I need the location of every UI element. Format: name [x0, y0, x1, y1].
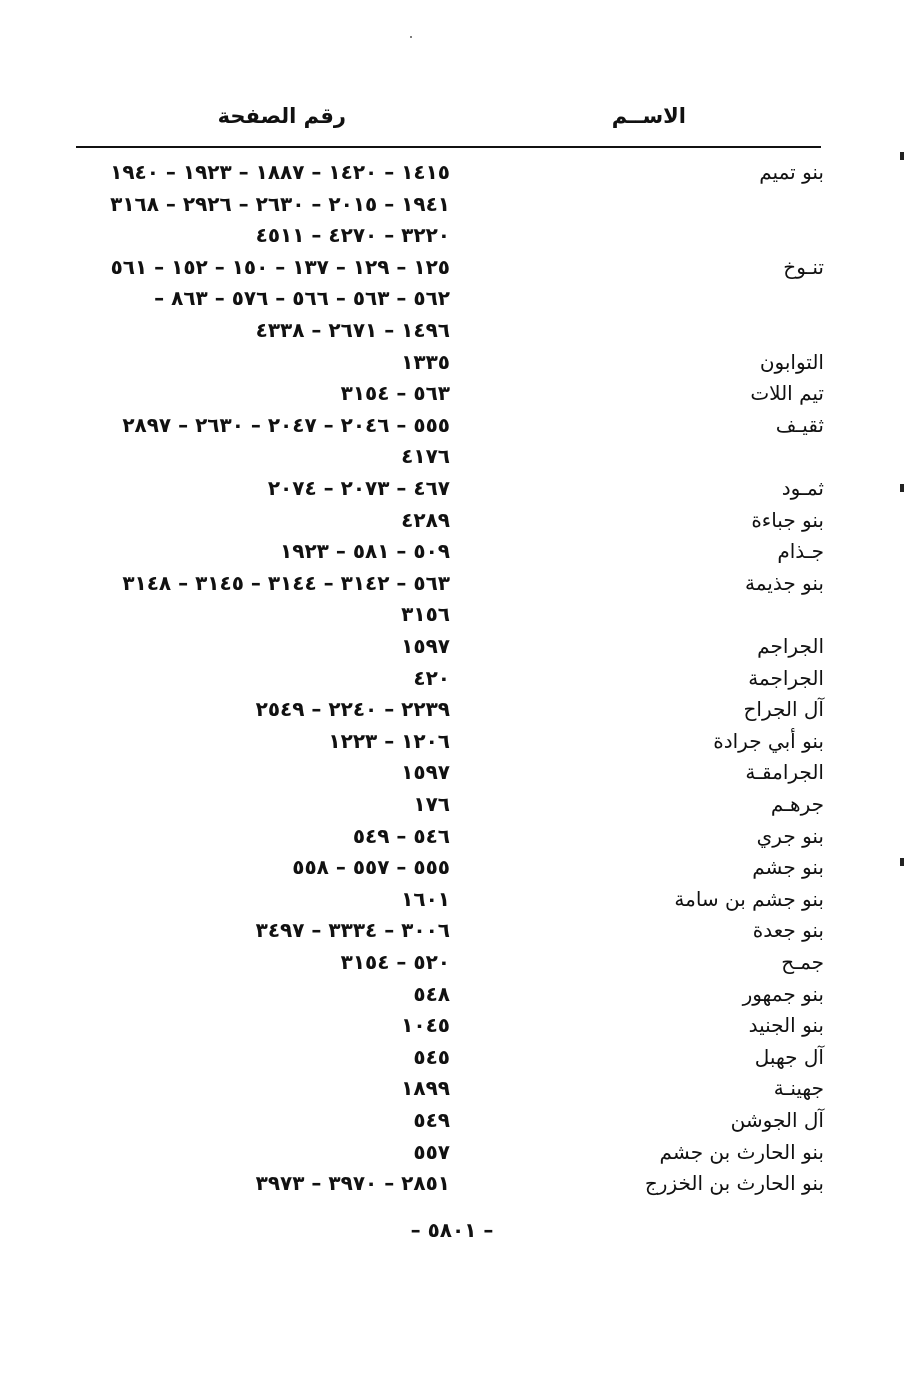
- edge-mark: [900, 152, 904, 160]
- entry-name: الجراجمة: [748, 666, 824, 690]
- index-header: [76, 104, 821, 138]
- entry-page-numbers: ١٥٩٧: [401, 760, 450, 784]
- index-row: [0, 1137, 904, 1168]
- index-row: [0, 568, 904, 599]
- index-row: [0, 378, 904, 409]
- entry-name: بنو جعدة: [752, 918, 824, 942]
- header-rule: [76, 146, 821, 148]
- entry-page-numbers: ٢٨٥١ – ٣٩٧٠ – ٣٩٧٣: [255, 1171, 450, 1195]
- entry-name: آل الجوشن: [730, 1108, 824, 1132]
- index-row: [0, 599, 904, 630]
- entry-name: ثمـود: [781, 476, 824, 500]
- entry-page-numbers: ١٤٩٦ – ٢٦٧١ – ٤٣٣٨: [255, 318, 450, 342]
- index-row: [0, 789, 904, 820]
- entry-page-numbers: ٤٢٠: [413, 666, 450, 690]
- index-row: [0, 283, 904, 314]
- entry-name: بنو الجنيد: [748, 1013, 824, 1037]
- name-column-heading: الاســم: [611, 104, 686, 128]
- entry-page-numbers: ٥٦٢ – ٥٦٣ – ٥٦٦ – ٥٧٦ – ٨٦٣ –: [154, 286, 450, 310]
- entry-page-numbers: ١٩٤١ – ٢٠١٥ – ٢٦٣٠ – ٢٩٢٦ – ٣١٦٨: [110, 192, 450, 216]
- entry-page-numbers: ١٢٥ – ١٢٩ – ١٣٧ – ١٥٠ – ١٥٢ – ٥٦١: [110, 255, 450, 279]
- entry-page-numbers: ٤١٧٦: [401, 444, 450, 468]
- entry-page-numbers: ١٧٦: [413, 792, 450, 816]
- entry-page-numbers: ٥٤٨: [413, 982, 450, 1006]
- index-row: [0, 1168, 904, 1199]
- index-row: [0, 1073, 904, 1104]
- entry-page-numbers: ٣٠٠٦ – ٣٣٣٤ – ٣٤٩٧: [255, 918, 450, 942]
- entry-name: بنو أبي جرادة: [713, 729, 824, 753]
- entry-name: الجرامقـة: [745, 760, 824, 784]
- entry-name: بنو جمهور: [742, 982, 824, 1006]
- index-row: [0, 220, 904, 251]
- entry-page-numbers: ٥٢٠ – ٣١٥٤: [340, 950, 450, 974]
- entry-name: بنو جشم بن سامة: [674, 887, 824, 911]
- entry-name: بنو جري: [756, 824, 824, 848]
- index-row: [0, 757, 904, 788]
- entry-name: تيم اللات: [750, 381, 824, 405]
- entry-name: بنو جباءة: [751, 508, 824, 532]
- index-row: [0, 947, 904, 978]
- entry-name: الجراجم: [757, 634, 824, 658]
- page-number: – ٥٨٠١ –: [410, 1218, 494, 1242]
- entry-page-numbers: ٥٤٥: [413, 1045, 450, 1069]
- entry-page-numbers: ٤٢٨٩: [401, 508, 450, 532]
- entry-name: جمـح: [781, 950, 824, 974]
- index-row: [0, 441, 904, 472]
- entry-page-numbers: ٤٦٧ – ٢٠٧٣ – ٢٠٧٤: [267, 476, 450, 500]
- index-row: [0, 189, 904, 220]
- entry-name: بنو جشم: [752, 855, 824, 879]
- index-row: [0, 315, 904, 346]
- entry-page-numbers: ١٢٠٦ – ١٢٢٣: [328, 729, 450, 753]
- index-row: [0, 1010, 904, 1041]
- entry-name: جرهـم: [770, 792, 824, 816]
- entry-page-numbers: ٢٢٣٩ – ٢٢٤٠ – ٢٥٤٩: [255, 697, 450, 721]
- index-row: [0, 884, 904, 915]
- index-row: [0, 347, 904, 378]
- index-row: [0, 663, 904, 694]
- entry-name: بنو الحارث بن الخزرج: [644, 1171, 824, 1195]
- entry-page-numbers: ١٦٠١: [401, 887, 450, 911]
- entry-page-numbers: ١٥٩٧: [401, 634, 450, 658]
- entry-name: ثقيـف: [775, 413, 824, 437]
- index-row: [0, 852, 904, 883]
- index-row: [0, 473, 904, 504]
- edge-mark: [900, 858, 904, 866]
- index-row: [0, 505, 904, 536]
- entry-page-numbers: ٥٤٦ – ٥٤٩: [352, 824, 450, 848]
- entry-name: جـذام: [777, 539, 824, 563]
- entry-page-numbers: ١٠٤٥: [401, 1013, 450, 1037]
- entry-name: بنو تميم: [759, 160, 824, 184]
- entry-page-numbers: ١٤١٥ – ١٤٢٠ – ١٨٨٧ – ١٩٢٣ – ١٩٤٠: [110, 160, 450, 184]
- entry-page-numbers: ٥٦٣ – ٣١٥٤: [340, 381, 450, 405]
- index-row: [0, 726, 904, 757]
- entry-page-numbers: ٥٤٩: [413, 1108, 450, 1132]
- entry-page-numbers: ١٨٩٩: [401, 1076, 450, 1100]
- entry-name: آل جهبل: [754, 1045, 824, 1069]
- entry-name: جهينـة: [773, 1076, 824, 1100]
- entry-page-numbers: ١٣٣٥: [401, 350, 450, 374]
- entry-name: بنو جذيمة: [744, 571, 824, 595]
- index-row: [0, 1105, 904, 1136]
- entry-page-numbers: ٥٦٣ – ٣١٤٢ – ٣١٤٤ – ٣١٤٥ – ٣١٤٨: [122, 571, 450, 595]
- index-row: [0, 536, 904, 567]
- index-row: [0, 1042, 904, 1073]
- entry-page-numbers: ٥٥٧: [413, 1140, 450, 1164]
- index-row: [0, 631, 904, 662]
- entry-page-numbers: ٣٢٢٠ – ٤٢٧٠ – ٤٥١١: [255, 223, 450, 247]
- index-row: [0, 915, 904, 946]
- entry-page-numbers: ٥٥٥ – ٥٥٧ – ٥٥٨: [292, 855, 450, 879]
- page-number-column-heading: رقم الصفحة: [217, 104, 346, 128]
- entry-name: تنـوخ: [783, 255, 824, 279]
- index-row: [0, 979, 904, 1010]
- index-row: [0, 410, 904, 441]
- entry-name: التوابون: [759, 350, 824, 374]
- index-entries: [0, 157, 904, 1207]
- index-row: [0, 252, 904, 283]
- index-row: [0, 821, 904, 852]
- entry-name: بنو الحارث بن جشم: [659, 1140, 824, 1164]
- entry-page-numbers: ٥٥٥ – ٢٠٤٦ – ٢٠٤٧ – ٢٦٣٠ – ٢٨٩٧: [122, 413, 450, 437]
- paper-speck: [410, 36, 412, 38]
- index-row: [0, 694, 904, 725]
- index-row: [0, 157, 904, 188]
- entry-page-numbers: ٥٠٩ – ٥٨١ – ١٩٢٣: [280, 539, 450, 563]
- entry-name: آل الجراح: [743, 697, 824, 721]
- entry-page-numbers: ٣١٥٦: [401, 602, 450, 626]
- edge-mark: [900, 484, 904, 492]
